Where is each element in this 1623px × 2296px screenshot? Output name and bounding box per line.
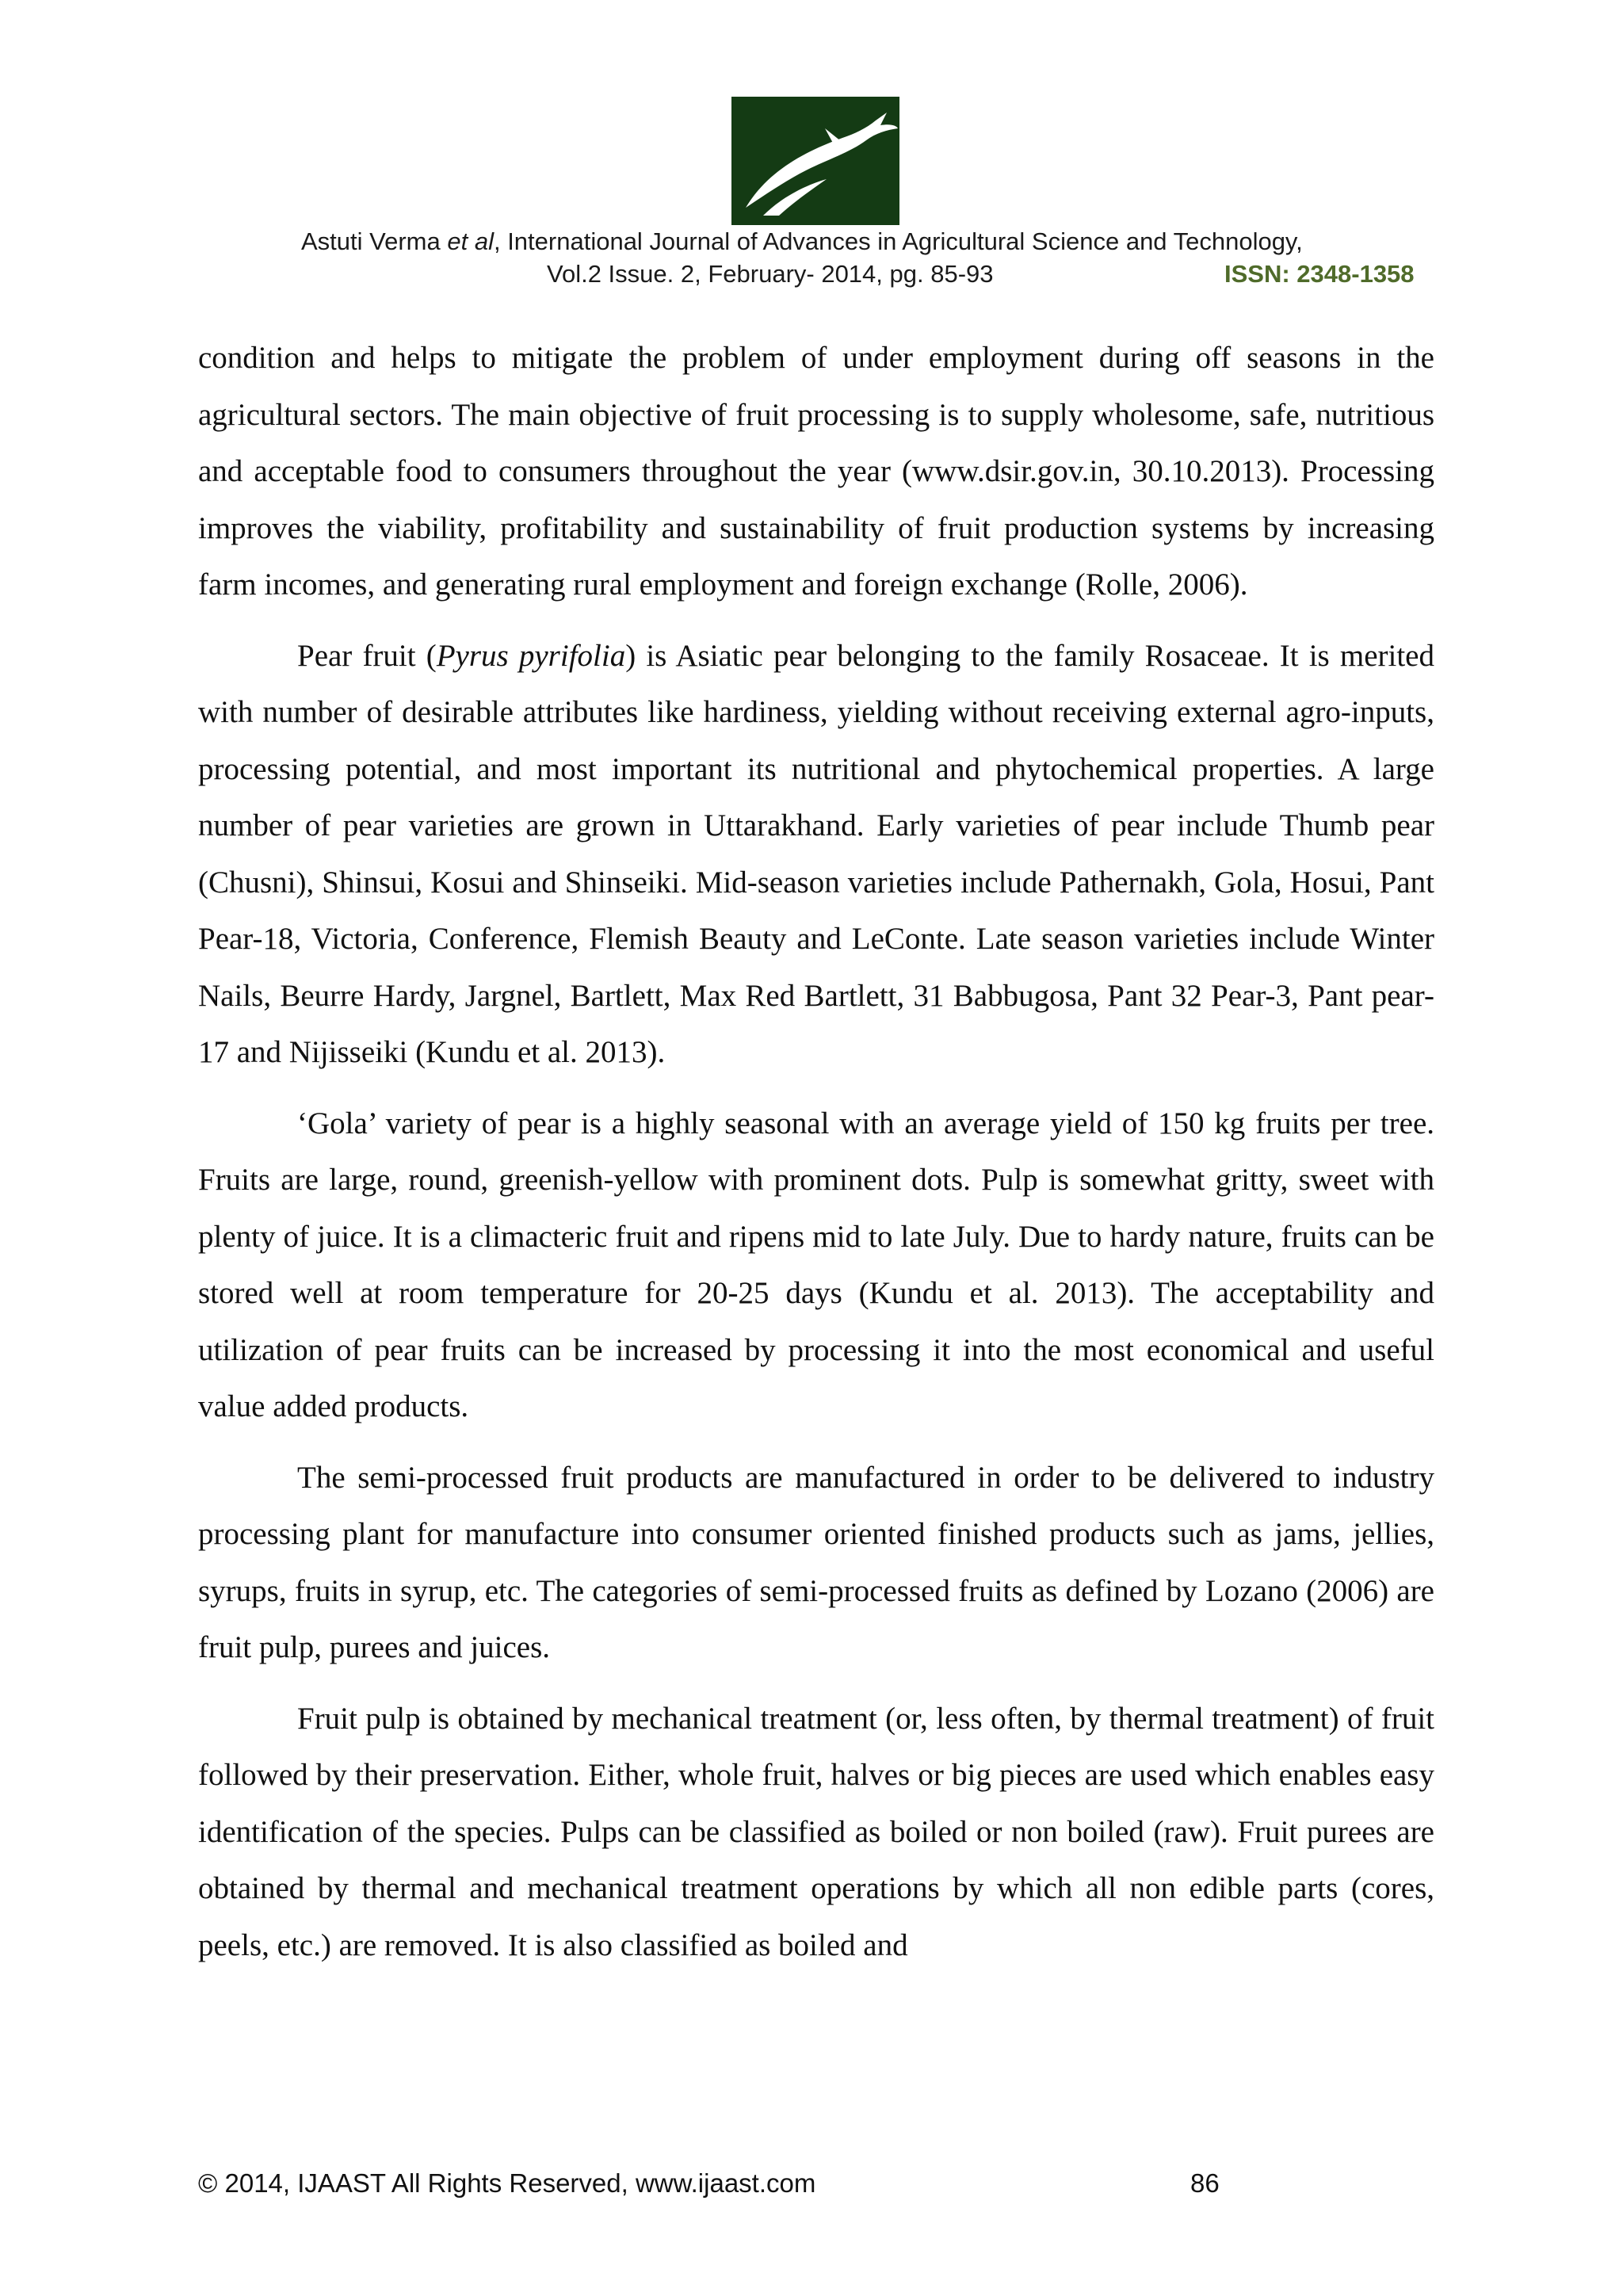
header-volume: Vol.2 Issue. 2, February- 2014, pg. 85-93 [547, 260, 994, 288]
journal-logo [731, 97, 899, 225]
header-etal: et al [447, 227, 494, 255]
header-issn: ISSN: 2348-1358 [1224, 260, 1415, 288]
running-header-volume [547, 259, 1434, 289]
paragraph-1: condition and helps to mitigate the problem of under employment during off seasons in the agricultural sectors. The main objective of fruit processing is to supply wholesome, safe, nutritious and acceptable food to consumers throughout the year (www.dsir.gov.in, 30.10.2013). Processing improves the viability, profitability and sustainability of fruit production systems by increasing farm incomes, and generating rural employment and foreign exchange (Rolle, 2006). [198, 341, 1434, 602]
body-text [198, 330, 1434, 1988]
footer-copyright: © 2014, IJAAST All Rights Reserved, www.ijaast.com [198, 2168, 816, 2198]
running-header-citation [301, 227, 1537, 257]
page-number: 86 [1190, 2168, 1220, 2198]
paragraph-2-rest: ) is Asiatic pear belonging to the family Rosaceae. It is merited with number of desirable attributes like hardiness, yielding without receiving external agro-inputs, processing potential, and most important its nutritional and phytochemical properties. A large number of pear varieties are grown in Uttarakhand. Early varieties of pear include Thumb pear (Chusni), Shinsui, Kosui and Shinseiki. Mid-season varieties include Pathernakh, Gola, Hosui, Pant Pear-18, Victoria, Conference, Flemish Beauty and LeConte. Late season varieties include Winter Nails, Beurre Hardy, Jargnel, Bartlett, Max Red Bartlett, 31 Babbugosa, Pant 32 Pear-3, Pant pear-17 and Nijisseiki (Kundu et al. 2013). [198, 638, 1434, 1069]
leaping-deer-logo-icon [731, 97, 899, 225]
header-author: Astuti Verma [301, 227, 448, 255]
header-journal: , International Journal of Advances in Agricultural Science and Technology, [493, 227, 1303, 255]
page-footer [198, 2168, 1276, 2199]
species-name: Pyrus pyrifolia [436, 638, 626, 673]
paragraph-3: ‘Gola’ variety of pear is a highly seasonal with an average yield of 150 kg fruits per tree. Fruits are large, round, greenish-yellow with prominent dots. Pulp is somewhat gritty, sweet with plenty of juice. It is a climacteric fruit and ripens mid to late July. Due to hardy nature, fruits can be stored well at room temperature for 20-25 days (Kundu et al. 2013). The acceptability and utilization of pear fruits can be increased by processing it into the most economical and useful value added products. [198, 1106, 1434, 1423]
paragraph-2 [198, 628, 1434, 1081]
paragraph-4: The semi-processed fruit products are manufactured in order to be delivered to industry processing plant for manufacture into consumer oriented finished products such as jams, jellies, syrups, fruits in syrup, etc. The categories of semi-processed fruits as defined by Lozano (2006) are fruit pulp, purees and juices. [198, 1460, 1434, 1664]
paragraph-5: Fruit pulp is obtained by mechanical treatment (or, less often, by thermal treatment) of fruit followed by their preservation. Either, whole fruit, halves or big pieces are used which enables easy identification of the species. Pulps can be classified as boiled or non boiled (raw). Fruit purees are obtained by thermal and mechanical treatment operations by which all non edible parts (cores, peels, etc.) are removed. It is also classified as boiled and [198, 1701, 1434, 1962]
paragraph-2-start: Pear fruit ( [297, 638, 437, 673]
